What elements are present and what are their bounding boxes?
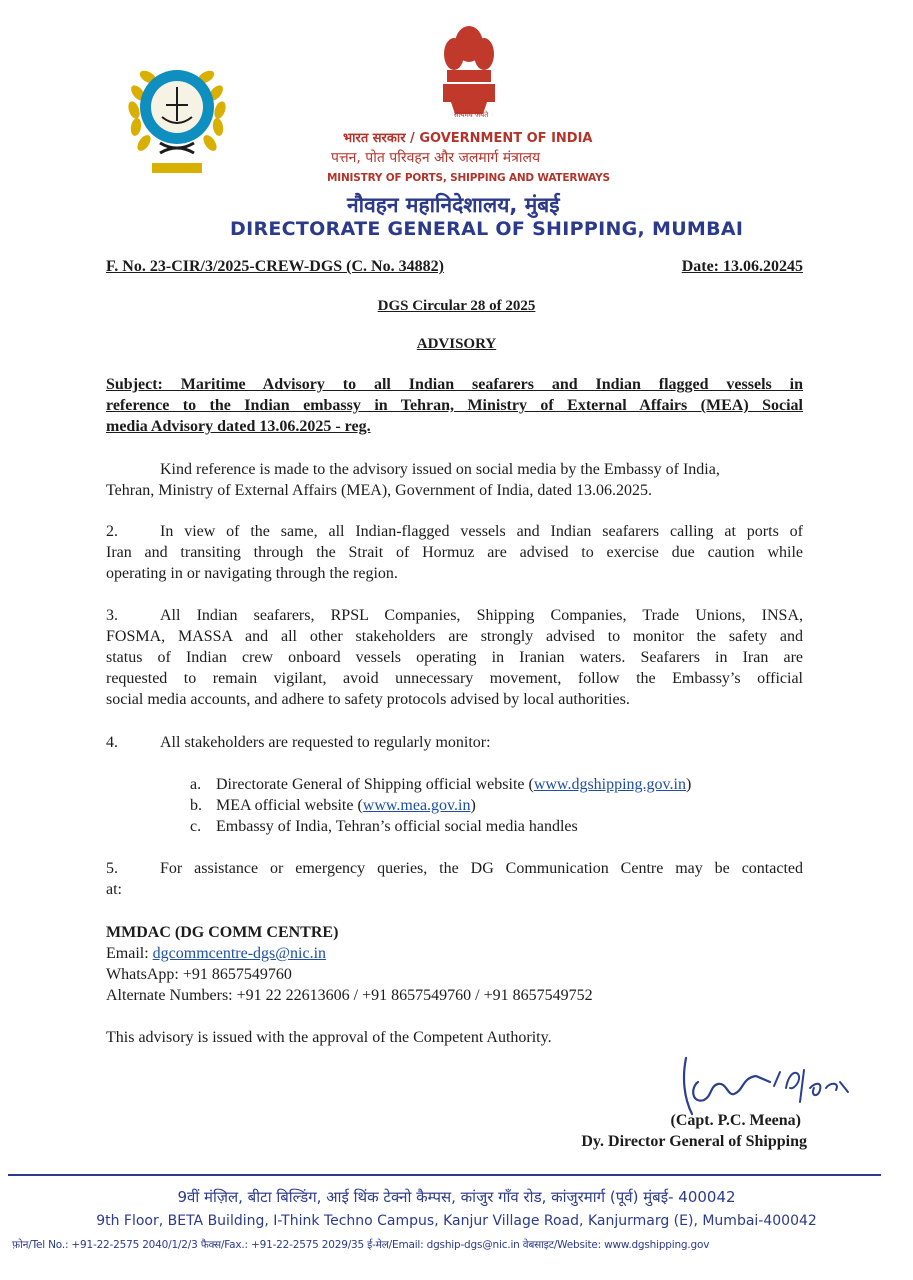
list-marker-a: a. — [190, 776, 202, 793]
subject-line-2: reference to the Indian embassy in Tehran, Ministry of External Affairs (MEA) Social — [106, 397, 803, 414]
advisory-heading: ADVISORY — [416, 336, 497, 352]
signatory-name: (Capt. P.C. Meena) — [670, 1112, 801, 1129]
signatory-designation: Dy. Director General of Shipping — [581, 1133, 807, 1150]
para3-line-2: FOSMA, MASSA and all other stakeholders are strongly advised to monitor the safety and — [106, 628, 803, 645]
approval-statement: This advisory is issued with the approval of the Competent Authority. — [106, 1029, 552, 1046]
para5-line-2: at: — [106, 881, 122, 898]
list-item-c: Embassy of India, Tehran’s official social media handles — [216, 818, 578, 835]
para2-line-1: In view of the same, all Indian-flagged vessels and Indian seafarers calling at ports of — [160, 523, 803, 540]
para3-line-1: All Indian seafarers, RPSL Companies, Shipping Companies, Trade Unions, INSA, — [160, 607, 803, 624]
list-item-b: MEA official website (www.mea.gov.in) — [216, 797, 476, 814]
para1-line-2: Tehran, Ministry of External Affairs (MEA), Government of India, dated 13.06.2025. — [106, 482, 653, 499]
para3-line-3: status of Indian crew onboard vessels operating in Iranian waters. Seafarers in Iran are — [106, 649, 803, 666]
dgshipping-website-link[interactable]: www.dgshipping.gov.in — [533, 776, 686, 793]
para4-text: All stakeholders are requested to regularly monitor: — [160, 734, 491, 751]
subject-line-3: media Advisory dated 13.06.2025 - reg. — [106, 418, 371, 435]
para2-line-3: operating in or navigating through the region. — [106, 565, 398, 582]
para4-number: 4. — [106, 734, 118, 751]
para3-line-4: requested to remain vigilant, avoid unnecessary movement, follow the Embassy’s official — [106, 670, 803, 687]
dg-shipping-emblem-icon — [122, 55, 232, 180]
contact-title: MMDAC (DG COMM CENTRE) — [106, 924, 339, 941]
footer-divider — [8, 1174, 881, 1176]
footer-address-english: 9th Floor, BETA Building, I-Think Techno Campus, Kanjur Village Road, Kanjurmarg (E), Mumbai-400042 — [96, 1213, 817, 1229]
ministry-name-english: MINISTRY OF PORTS, SHIPPING AND WATERWAYS — [327, 172, 610, 184]
para5-line-1: For assistance or emergency queries, the DG Communication Centre may be contacted — [160, 860, 803, 877]
circular-number: DGS Circular 28 of 2025 — [377, 298, 536, 314]
directorate-name-english: DIRECTORATE GENERAL OF SHIPPING, MUMBAI — [230, 218, 744, 240]
mea-website-link[interactable]: www.mea.gov.in — [362, 797, 471, 814]
footer-contact-details: फ़ोन/Tel No.: +91-22-2575 2040/1/2/3 फैक्स/Fax.: +91-22-2575 2029/35 ई-मेल/Email: dgship-dgs@nic.in वेबसाइट/Website: www.dgshipping.gov — [12, 1239, 710, 1251]
contact-alternate-numbers: Alternate Numbers: +91 22 22613606 / +91 8657549760 / +91 8657549752 — [106, 987, 593, 1004]
para3-line-5: social media accounts, and adhere to safety protocols advised by local authorities. — [106, 691, 630, 708]
para1-line-1: Kind reference is made to the advisory issued on social media by the Embassy of India, — [160, 461, 720, 478]
list-item-a: Directorate General of Shipping official website (www.dgshipping.gov.in) — [216, 776, 692, 793]
subject-line-1: Subject: Maritime Advisory to all Indian seafarers and Indian flagged vessels in — [106, 376, 803, 393]
para5-number: 5. — [106, 860, 118, 877]
contact-email-row: Email: dgcommcentre-dgs@nic.in — [106, 945, 327, 962]
footer-address-hindi: 9वीं मंज़िल, बीटा बिल्डिंग, आई थिंक टेक्नो कैम्पस, कांजुर गाँव रोड, कांजुरमार्ग (पूर्व) मुंबई- 400042 — [177, 1188, 736, 1206]
emblem-motto: सत्यमेव जयते — [453, 111, 489, 119]
state-emblem-icon — [437, 22, 501, 122]
contact-whatsapp: WhatsApp: +91 8657549760 — [106, 966, 292, 983]
para2-number: 2. — [106, 523, 118, 540]
file-number: F. No. 23-CIR/3/2025-CREW-DGS (C. No. 34882) — [106, 258, 444, 275]
directorate-name-hindi: नौवहन महानिदेशालय, मुंबई — [347, 193, 560, 217]
circular-date: Date: 13.06.20245 — [681, 258, 803, 275]
government-of-india-line: भारत सरकार / GOVERNMENT OF INDIA — [343, 131, 593, 146]
contact-email-link[interactable]: dgcommcentre-dgs@nic.in — [152, 945, 327, 962]
list-marker-b: b. — [190, 797, 202, 814]
list-marker-c: c. — [190, 818, 202, 835]
para2-line-2: Iran and transiting through the Strait of Hormuz are advised to exercise due caution while — [106, 544, 803, 561]
ministry-name-hindi: पत्तन, पोत परिवहन और जलमार्ग मंत्रालय — [331, 150, 541, 166]
para3-number: 3. — [106, 607, 118, 624]
